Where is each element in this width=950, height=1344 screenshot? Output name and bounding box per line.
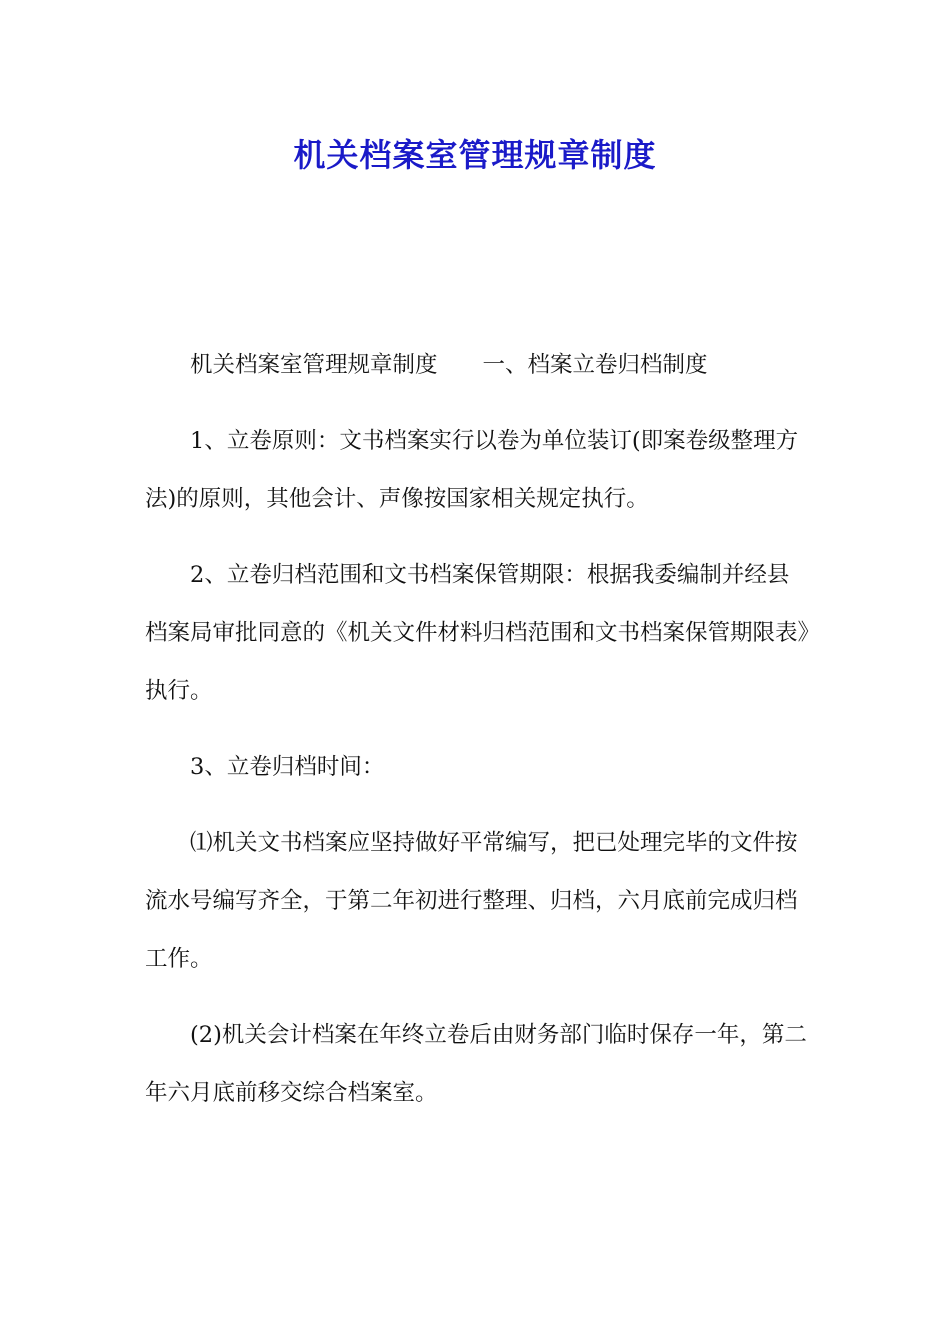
paragraph-3: 3、立卷归档时间： bbox=[190, 754, 385, 780]
paragraph-1: 1、立卷原则：文书档案实行以卷为单位装订(即案卷级整理方法)的原则，其他会计、声像按国家相关规定执行。 bbox=[145, 428, 799, 512]
document-title: 机关档案室管理规章制度 bbox=[293, 136, 657, 174]
paragraph-4: ⑴机关文书档案应坚持做好平常编写，把已处理完毕的文件按流水号编写齐全，于第二年初进行整理、归档，六月底前完成归档工作。 bbox=[145, 830, 798, 972]
paragraph-2: 2、立卷归档范围和文书档案保管期限：根据我委编制并经县档案局审批同意的《机关文件材料归档范围和文书档案保管期限表》执行。 bbox=[145, 562, 809, 704]
intro-paragraph bbox=[145, 336, 810, 412]
paragraph-5: (2)机关会计档案在年终立卷后由财务部门临时保存一年，第二年六月底前移交综合档案室。 bbox=[145, 1022, 807, 1106]
document-body bbox=[145, 336, 810, 1122]
section-heading: 一、档案立卷归档制度 bbox=[482, 352, 708, 378]
intro-heading: 机关档案室管理规章制度 bbox=[190, 352, 438, 378]
